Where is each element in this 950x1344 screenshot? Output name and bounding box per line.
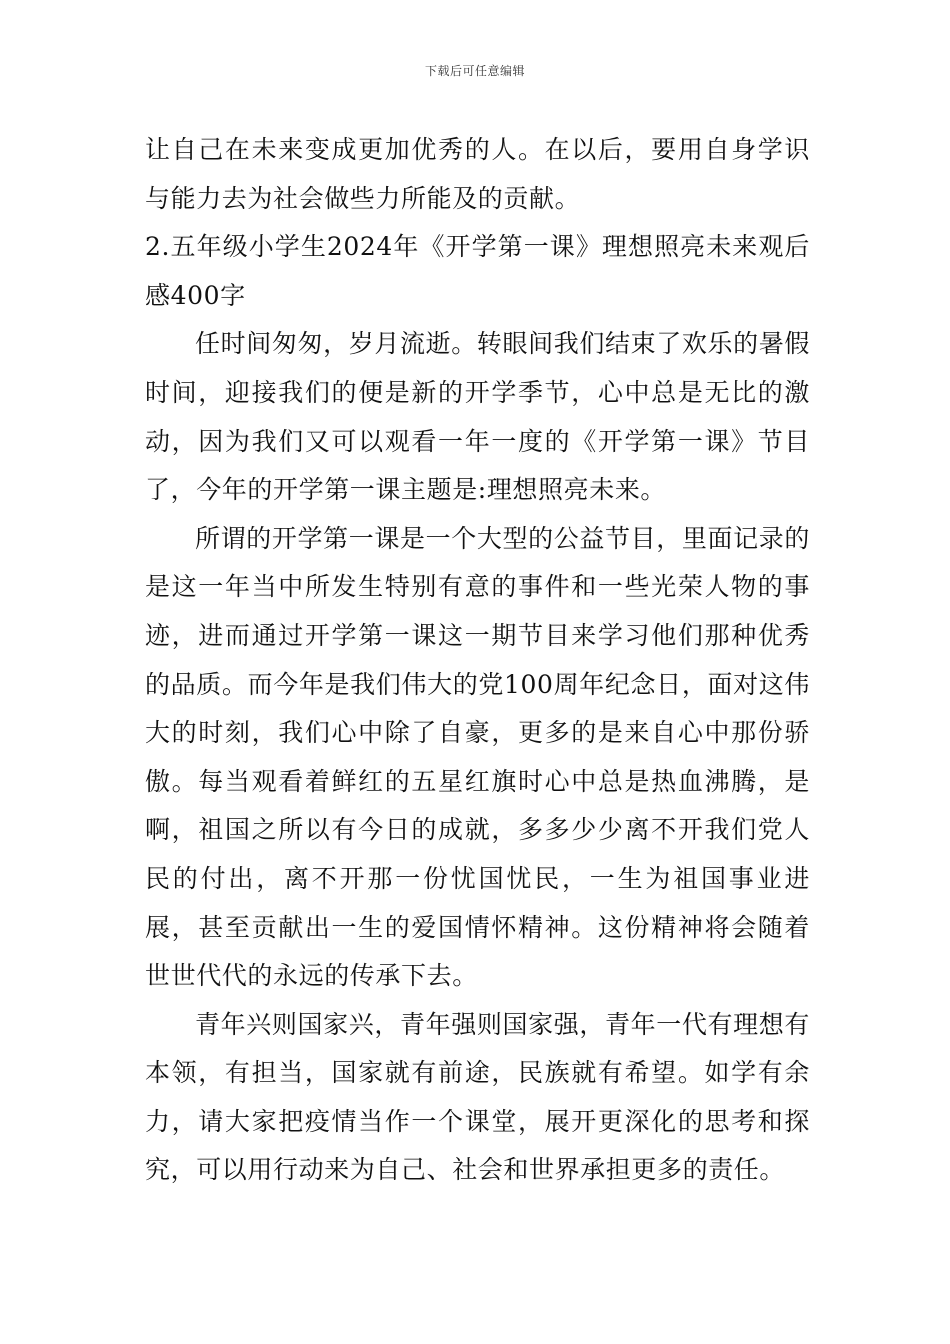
page-header: 下载后可任意编辑 [424,64,525,78]
paragraph-continuation: 让自己在未来变成更加优秀的人。在以后，要用自身学识与能力去为社会做些力所能及的贡献。 [145,135,810,213]
paragraph: 青年兴则国家兴，青年强则国家强，青年一代有理想有本领，有担当，国家就有前途，民族就有希望。如学有余力，请大家把疫情当作一个课堂，展开更深化的思考和探究，可以用行动来为自己、社会和世界承担更多的责任。 [145,1009,810,1185]
paragraph: 所谓的开学第一课是一个大型的公益节目，里面记录的是这一年当中所发生特别有意的事件和一些光荣人物的事迹，进而通过开学第一课这一期节目来学习他们那种优秀的品质。而今年是我们伟大的党100周年纪念日，面对这伟大的时刻，我们心中除了自豪，更多的是来自心中那份骄傲。每当观看着鲜红的五星红旗时心中总是热血沸腾，是啊，祖国之所以有今日的成就，多多少少离不开我们党人民的付出，离不开那一份忧国忧民，一生为祖国事业进展，甚至贡献出一生的爱国情怀精神。这份精神将会随着世世代代的永远的传承下去。 [145,523,810,991]
section-heading: 2.五年级小学生2024年《开学第一课》理想照亮未来观后感400字 [145,232,810,310]
paragraph: 任时间匆匆，岁月流逝。转眼间我们结束了欢乐的暑假时间，迎接我们的便是新的开学季节，心中总是无比的激动，因为我们又可以观看一年一度的《开学第一课》节目了，今年的开学第一课主题是:理想照亮未来。 [145,329,810,505]
document-body [145,126,810,1195]
